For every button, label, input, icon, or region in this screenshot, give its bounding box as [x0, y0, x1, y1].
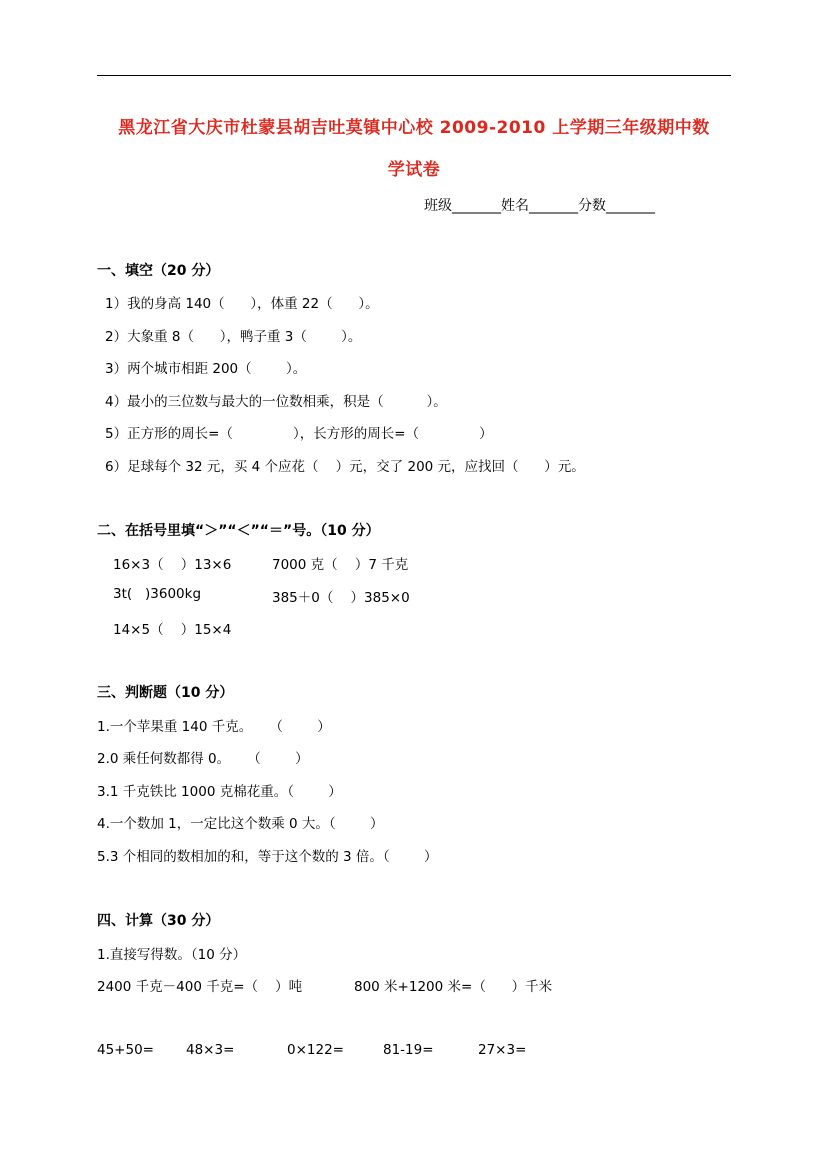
student-info-line: 班级_______姓名_______分数_______	[424, 198, 655, 214]
section-heading-fill-blank: 一、填空（20 分）	[97, 263, 220, 279]
calc-item: 48×3=	[186, 1042, 235, 1058]
compare-item: 385＋0（ ）385×0	[272, 590, 410, 606]
question-item: 1）我的身高 140（ ），体重 22（ ）。	[105, 296, 379, 312]
question-item: 6）足球每个 32 元，买 4 个应花（ ）元，交了 200 元，应找回（ ）元。	[105, 459, 585, 475]
question-item: 5）正方形的周长=（ ），长方形的周长=（ ）	[105, 426, 493, 442]
section-heading-compare: 二、在括号里填“＞”“＜”“＝”号。（10 分）	[97, 523, 380, 539]
subsection-heading: 1.直接写得数。（10 分）	[97, 947, 247, 963]
calc-item: 45+50=	[97, 1042, 154, 1058]
document-title-line-1: 黑龙江省大庆市杜蒙县胡吉吐莫镇中心校 2009-2010 上学期三年级期中数	[118, 118, 710, 138]
calc-item: 800 米+1200 米=（ ）千米	[354, 979, 553, 995]
compare-item: 3t( )3600kg	[113, 586, 202, 602]
question-item: 4）最小的三位数与最大的一位数相乘，积是（ ）。	[105, 394, 447, 410]
section-heading-calculation: 四、计算（30 分）	[97, 913, 220, 929]
calc-item: 2400 千克－400 千克=（ ）吨	[97, 979, 303, 995]
header-rule	[97, 75, 731, 76]
calc-item: 81-19=	[383, 1042, 434, 1058]
judgment-item: 5.3 个相同的数相加的和，等于这个数的 3 倍。（ ）	[97, 849, 438, 865]
compare-item: 7000 克（ ）7 千克	[272, 557, 409, 573]
judgment-item: 4.一个数加 1，一定比这个数乘 0 大。（ ）	[97, 816, 384, 832]
calc-item: 0×122=	[287, 1042, 344, 1058]
judgment-item: 3.1 千克铁比 1000 克棉花重。（ ）	[97, 784, 342, 800]
compare-item: 16×3（ ）13×6	[113, 557, 232, 573]
section-heading-true-false: 三、判断题（10 分）	[97, 685, 234, 701]
question-item: 2）大象重 8（ ），鸭子重 3（ ）。	[105, 329, 362, 345]
compare-item: 14×5（ ）15×4	[113, 622, 232, 638]
calc-item: 27×3=	[478, 1042, 527, 1058]
judgment-item: 1.一个苹果重 140 千克。 （ ）	[97, 719, 331, 735]
question-item: 3）两个城市相距 200（ ）。	[105, 361, 307, 377]
document-title-line-2: 学试卷	[387, 160, 441, 180]
judgment-item: 2.0 乘任何数都得 0。 （ ）	[97, 751, 309, 767]
